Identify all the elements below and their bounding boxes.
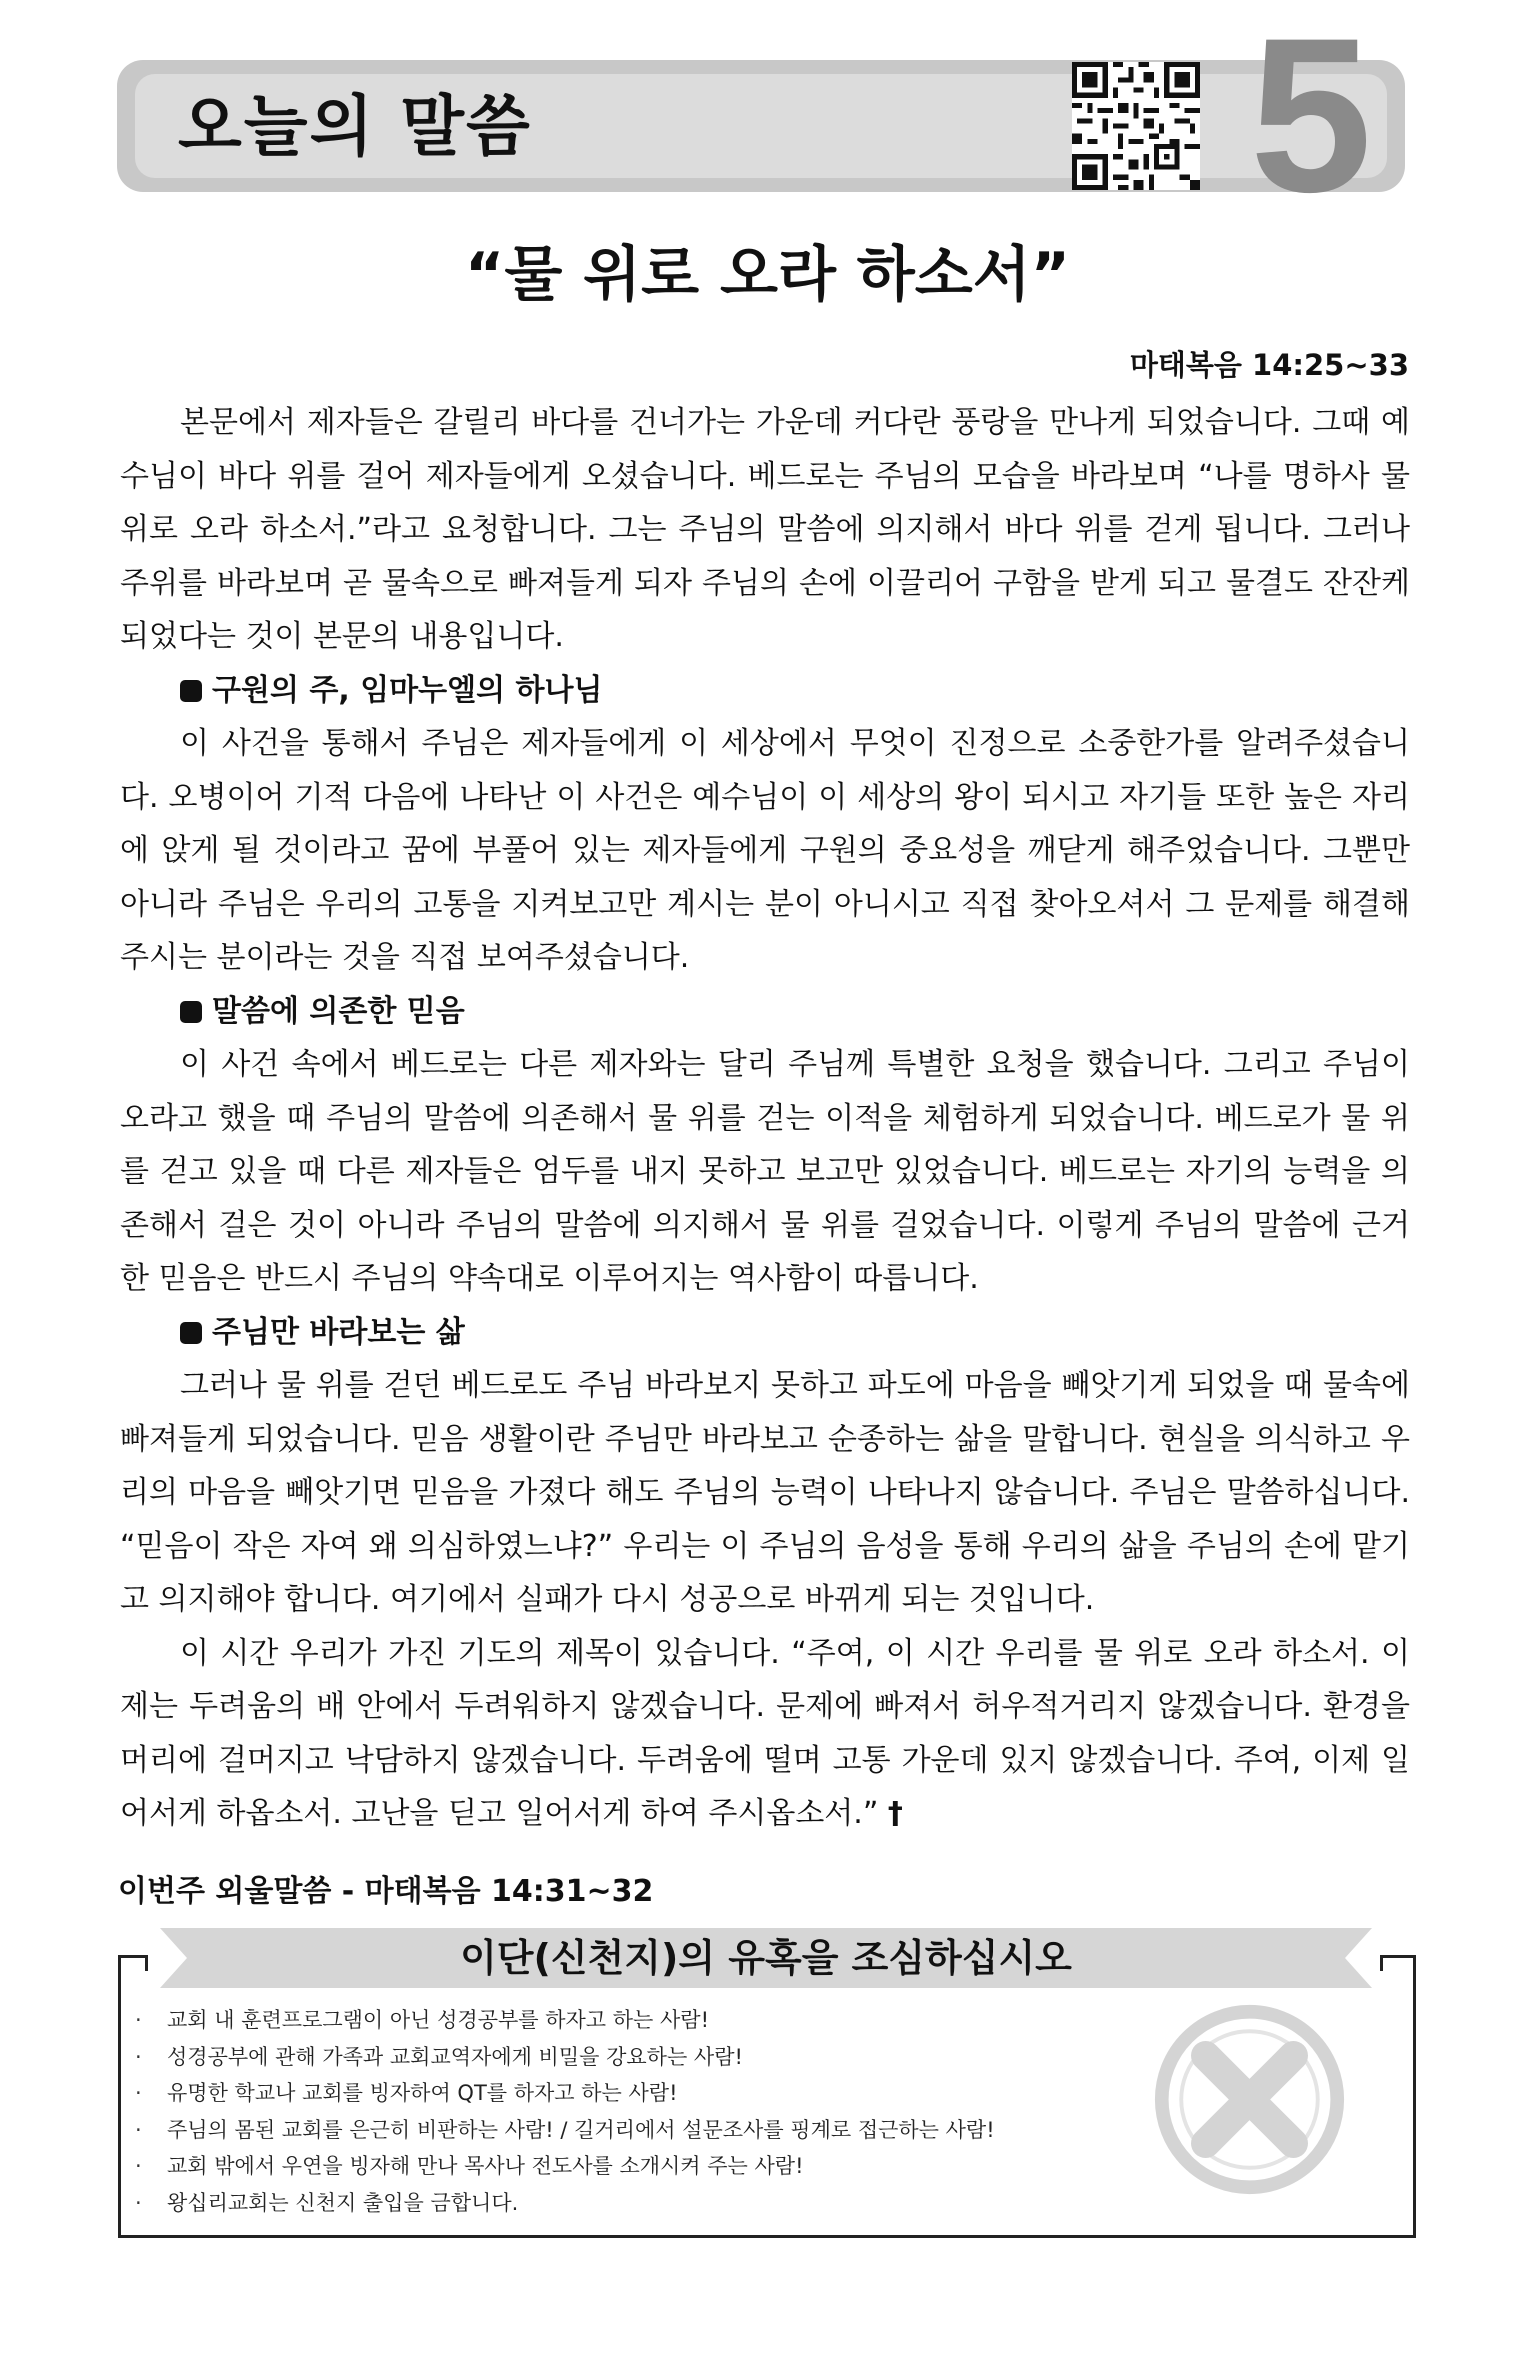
box-corner-right xyxy=(1380,1955,1413,1958)
page-number: 5 xyxy=(1249,0,1373,238)
forbidden-x-icon xyxy=(1152,2002,1347,2197)
box-corner-left xyxy=(118,1955,148,1958)
box-corner-right-tick xyxy=(1380,1955,1383,1971)
bullet-square-icon xyxy=(180,1322,202,1344)
warning-item: · 교회 내 훈련프로그램이 아닌 성경공부를 하자고 하는 사람! xyxy=(135,2002,1185,2039)
warning-item: · 유명한 학교나 교회를 빙자하여 QT를 하자고 하는 사람! xyxy=(135,2075,1185,2112)
sermon-body xyxy=(120,396,1410,1841)
section-heading: 구원의 주, 임마누엘의 하나님 xyxy=(120,664,1410,718)
intro-paragraph: 본문에서 제자들은 갈릴리 바다를 건너가는 가운데 커다란 풍랑을 만나게 되었습니다. 그때 예수님이 바다 위를 걸어 제자들에게 오셨습니다. 베드로는 주님의 모습을 바라보며 “나를 명하사 물 위로 오라 하소서.”라고 요청합니다. 그는 주님의 말씀에 의지해서 바다 위를 걷게 됩니다. 그러나 주위를 바라보며 곧 물속으로 빠져들게 되자 주님의 손에 이끌리어 구함을 받게 되고 물결도 잔잔케 되었다는 것이 본문의 내용입니다. xyxy=(120,405,1410,654)
section-heading: 말씀에 의존한 믿음 xyxy=(120,985,1410,1039)
bullet-square-icon xyxy=(180,680,202,702)
section-paragraph: 이 사건 속에서 베드로는 다른 제자와는 달리 주님께 특별한 요청을 했습니다. 그리고 주님이 오라고 했을 때 주님의 말씀에 의존해서 물 위를 걷는 이적을 체험하게 되었습니다. 베드로가 물 위를 걷고 있을 때 다른 제자들은 엄두를 내지 못하고 보고만 있었습니다. 베드로는 자기의 능력을 의존해서 걸은 것이 아니라 주님의 말씀에 의지해서 물 위를 걸었습니다. 이렇게 주님의 말씀에 근거한 믿음은 반드시 주님의 약속대로 이루어지는 역사함이 따릅니다. xyxy=(120,1047,1410,1296)
warning-list xyxy=(135,2002,1185,2221)
scripture-reference: 마태복음 14:25~33 xyxy=(1129,348,1409,382)
cross-mark: † xyxy=(887,1796,903,1831)
section-heading: 주님만 바라보는 삶 xyxy=(120,1306,1410,1360)
section-paragraph: 그러나 물 위를 걷던 베드로도 주님 바라보지 못하고 파도에 마음을 빼앗기게 되었을 때 물속에 빠져들게 되었습니다. 믿음 생활이란 주님만 바라보고 순종하는 삶을 말합니다. 현실을 의식하고 우리의 마음을 빼앗기면 믿음을 가졌다 해도 주님의 능력이 나타나지 않습니다. 주님은 말씀하십니다. “믿음이 작은 자여 왜 의심하였느냐?” 우리는 이 주님의 음성을 통해 우리의 삶을 주님의 손에 맡기고 의지해야 합니다. 여기에서 실패가 다시 성공으로 바뀌게 되는 것입니다. xyxy=(120,1368,1410,1617)
warning-title: 이단(신천지)의 유혹을 조심하십시오 xyxy=(460,1936,1072,1980)
warning-item: · 주님의 몸된 교회를 은근히 비판하는 사람! / 길거리에서 설문조사를 핑계로 접근하는 사람! xyxy=(135,2112,1185,2149)
warning-item: · 왕십리교회는 신천지 출입을 금합니다. xyxy=(135,2185,1185,2222)
section-title: 오늘의 말씀 xyxy=(178,88,532,165)
qr-code-icon[interactable] xyxy=(1072,62,1200,190)
section-paragraph: 이 사건을 통해서 주님은 제자들에게 이 세상에서 무엇이 진정으로 소중한가를 알려주셨습니다. 오병이어 기적 다음에 나타난 이 사건은 예수님이 이 세상의 왕이 되시고 자기들 또한 높은 자리에 앉게 될 것이라고 꿈에 부풀어 있는 제자들에게 구원의 중요성을 깨닫게 해주었습니다. 그뿐만 아니라 주님은 우리의 고통을 지켜보고만 계시는 분이 아니시고 직접 찾아오셔서 그 문제를 해결해 주시는 분이라는 것을 직접 보여주셨습니다. xyxy=(120,726,1410,975)
warning-item: · 교회 밖에서 우연을 빙자해 만나 목사나 전도사를 소개시켜 주는 사람! xyxy=(135,2148,1185,2185)
box-corner-left-tick xyxy=(145,1955,148,1971)
sermon-title: “물 위로 오라 하소서” xyxy=(464,240,1071,310)
warning-item: · 성경공부에 관해 가족과 교회교역자에게 비밀을 강요하는 사람! xyxy=(135,2039,1185,2076)
bullet-square-icon xyxy=(180,1001,202,1023)
closing-paragraph: 이 시간 우리가 가진 기도의 제목이 있습니다. “주여, 이 시간 우리를 물 위로 오라 하소서. 이제는 두려움의 배 안에서 두려워하지 않겠습니다. 문제에 빠져서 허우적거리지 않겠습니다. 환경을 머리에 걸머지고 낙담하지 않겠습니다. 두려움에 떨며 고통 가운데 있지 않겠습니다. 주여, 이제 일어서게 하옵소서. 고난을 딛고 일어서게 하여 주시옵소서.” † xyxy=(120,1635,1410,1831)
memory-verse: 이번주 외울말씀 - 마태복음 14:31~32 xyxy=(118,1874,654,1909)
